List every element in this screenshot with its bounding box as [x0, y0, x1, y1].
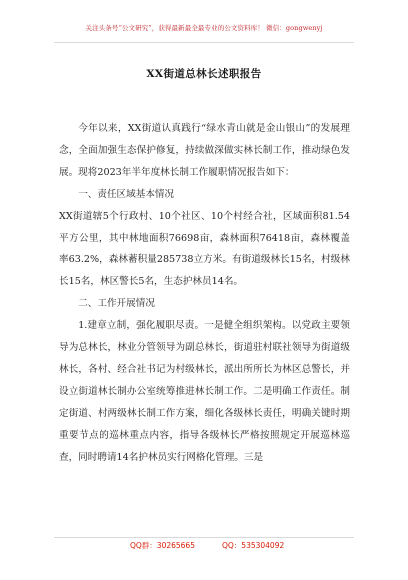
header-divider: [54, 42, 354, 43]
document-title: XX街道总林长述职报告: [146, 68, 262, 80]
promo-header: [0, 0, 408, 46]
qq-number: QQ：535304092: [222, 541, 285, 550]
qq-group-number: QQ群：30265665: [130, 541, 195, 550]
section-heading-2: 二、工作开展情况: [78, 298, 155, 310]
promo-text: 关注头条号“公文研究”，获得最新最全最专业的公文资料库！ 微信：gongwenyj: [85, 24, 323, 32]
document-body: [59, 118, 350, 469]
contact-footer: [0, 537, 408, 557]
paragraph-work-details: 1.建章立制，强化履职尽责。一是健全组织架构。以党政主要领导为总林长，林业分管领导为副总林长，街道驻村联社领导为街道级林长，各村、经合社书记为村级林长，派出所所长为林区总警长，并设立街道林长制办公室统筹推进林长制工作。二是明确工作责任。制定街道、村两级林长制工作方案，细化各级林长责任，明确关键时期重要节点的巡林重点内容，指导各级林长严格按照规定开展巡林巡查，同时聘请14名护林员实行网格化管理。三是: [59, 320, 350, 463]
section-heading-1: 一、责任区域基本情况: [78, 188, 175, 200]
footer-divider: [54, 537, 354, 538]
paragraph-intro: 今年以来，XX街道认真践行“绿水青山就是金山银山”的发展理念，全面加强生态保护修复，持续做深做实林长制工作，推动绿色发展。现将2023年半年度林长制工作履职情况报告如下：: [59, 123, 350, 178]
paragraph-basic-info: XX街道辖5个行政村、10个社区、10个村经合社，区域面积81.54平方公里，其中林地面积76698亩，森林面积76418亩，森林覆盖率63.2%，森林蓄积量285738立方米。有街道级林长15名，村级林长15名，林区警长5名，生态护林员14名。: [59, 210, 350, 288]
